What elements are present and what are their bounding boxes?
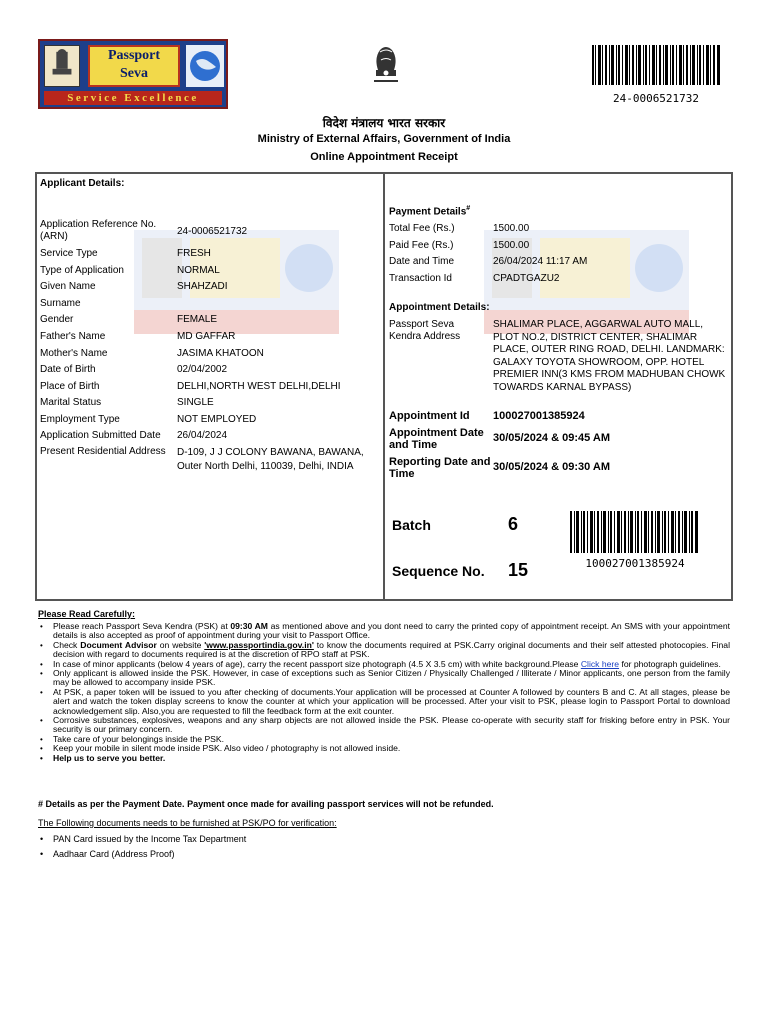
sequence-label: Sequence No.	[392, 563, 485, 579]
value-reporting-datetime: 30/05/2024 & 09:30 AM	[493, 461, 610, 473]
national-emblem-icon	[364, 40, 408, 110]
arn-barcode	[592, 45, 720, 85]
label-appointment-datetime: Appointment Date and Time	[389, 427, 484, 451]
label-transaction-id: Transaction Id	[389, 273, 452, 284]
value-arn: 24-0006521732	[177, 226, 248, 237]
appointment-barcode	[570, 511, 698, 553]
sequence-value: 15	[508, 560, 529, 580]
instructions-list	[38, 622, 730, 763]
label-total-fee: Total Fee (Rs.)	[389, 223, 455, 234]
instruction-item: • Corrosive substances, explosives, weapons and any sharp objects are not allowed inside the PSK. Please co-operate with security staff for frisking before entry in PSK. Your security is our primary concern.	[38, 716, 730, 735]
column-divider	[383, 172, 385, 601]
label-arn: Application Reference No. (ARN)	[40, 219, 157, 242]
value-gender: FEMALE	[177, 314, 218, 325]
value-transaction-id: CPADTGAZU2	[493, 273, 560, 284]
label-dob: Date of Birth	[40, 364, 96, 375]
batch-value: 6	[508, 514, 519, 534]
value-service-type: FRESH	[177, 248, 211, 259]
label-reporting-datetime: Reporting Date and Time	[389, 456, 491, 480]
label-surname: Surname	[40, 298, 81, 309]
value-father-name: MD GAFFAR	[177, 331, 236, 342]
applicant-section-title: Applicant Details:	[40, 178, 125, 189]
document-item: • Aadhaar Card (Address Proof)	[38, 847, 246, 862]
value-dob: 02/04/2002	[177, 364, 228, 375]
batch-label: Batch	[392, 517, 431, 533]
instructions-title: Please Read Carefully:	[38, 609, 136, 619]
instruction-item: • Only applicant is allowed inside the PSK. However, in case of exceptions such as Senior Citizen / Physically Challenged / Illiterate / Minor applicants, one person from the family may be allowed to accompany inside PSK.	[38, 669, 730, 688]
value-paid-fee: 1500.00	[493, 240, 530, 251]
label-given-name: Given Name	[40, 281, 96, 292]
instruction-item: • Check Document Advisor on website 'www.passportindia.gov.in' to know the documents required at PSK.Carry original documents and their self attested photocopies. Final decision with regard to documents required is at the discretion of RPO staff at PSK.	[38, 641, 730, 660]
label-psk-address: Passport Seva Kendra Address	[389, 319, 461, 342]
website-link[interactable]: 'www.passportindia.gov.in'	[204, 639, 314, 650]
documents-title: The Following documents needs to be furnished at PSK/PO for verification:	[38, 818, 337, 828]
instruction-item: • Take care of your belongings inside the PSK.	[38, 735, 730, 744]
receipt-title: Online Appointment Receipt	[310, 151, 458, 163]
logo-tagline: Service Excellence	[44, 91, 222, 105]
watermark-logo-left	[134, 230, 339, 334]
ashoka-emblem-icon	[44, 45, 80, 87]
value-submitted-date: 26/04/2024	[177, 430, 228, 441]
value-employment-type: NOT EMPLOYED	[177, 414, 257, 425]
value-application-type: NORMAL	[177, 265, 220, 276]
document-item: • PAN Card issued by the Income Tax Department	[38, 832, 246, 847]
instruction-item: • In case of minor applicants (below 4 years of age), carry the recent passport size photograph (4.5 X 3.5 cm) with white background.Please Click here for photograph guidelines.	[38, 660, 730, 669]
label-address: Present Residential Address	[40, 446, 166, 457]
appointment-barcode-text: 100027001385924	[585, 557, 685, 570]
value-mother-name: JASIMA KHATOON	[177, 348, 264, 359]
ministry-title: Ministry of External Affairs, Government of India	[257, 133, 511, 145]
label-application-type: Type of Application	[40, 265, 124, 276]
label-mother-name: Mother's Name	[40, 348, 108, 359]
value-payment-date: 26/04/2024 11:17 AM	[493, 256, 588, 267]
globe-icon	[186, 45, 224, 87]
value-marital-status: SINGLE	[177, 397, 214, 408]
label-gender: Gender	[40, 314, 74, 325]
instruction-item: • Help us to serve you better.	[38, 754, 730, 763]
instruction-item: • At PSK, a paper token will be issued to you after checking of documents.Your application will be processed at Counter A followed by counters B and C. At all stages, please be alert and watch the token display screens to know the counter at which your application will be processed. After your visit to PSK, please login to Passport Portal to download acknowledgement slip. Also,you are requested to fill the feedback form at the exit counter.	[38, 688, 730, 716]
label-marital-status: Marital Status	[40, 397, 102, 408]
label-place-of-birth: Place of Birth	[40, 381, 100, 392]
instruction-item: • Keep your mobile in silent mode inside PSK. Also video / photography is not allowed inside.	[38, 744, 730, 753]
refund-note: # Details as per the Payment Date. Payment once made for availing passport services will not be refunded.	[38, 799, 494, 809]
hindi-title: विदेश मंत्रालय भारत सरकार	[322, 116, 446, 130]
value-given-name: SHAHZADI	[177, 281, 228, 292]
appointment-section-title: Appointment Details:	[389, 302, 490, 313]
value-appointment-id: 100027001385924	[493, 410, 585, 422]
arn-barcode-text: 24-0006521732	[612, 92, 700, 105]
documents-list	[38, 832, 246, 862]
label-service-type: Service Type	[40, 248, 98, 259]
label-payment-date: Date and Time	[389, 256, 455, 267]
value-appointment-datetime: 30/05/2024 & 09:45 AM	[493, 432, 610, 444]
click-here-link[interactable]: Click here	[580, 658, 620, 669]
payment-section-title: Payment Details#	[389, 205, 471, 218]
label-father-name: Father's Name	[40, 331, 106, 342]
value-psk-address: SHALIMAR PLACE, AGGARWAL AUTO MALL, PLOT NO.2, DISTRICT CENTER, SHALIMAR PLACE, OUTER RING ROAD, DELHI. LANDMARK: GALAXY TOYOTA SHOWROOM, OPP. HOTEL PREMIER INN(3 KMS FROM MADHUBAN CHOWK TOWARDS KARNAL BYPASS)	[493, 319, 726, 393]
label-paid-fee: Paid Fee (Rs.)	[389, 240, 454, 251]
logo-name: Passport Seva	[88, 45, 180, 87]
passport-seva-logo	[38, 39, 228, 109]
label-submitted-date: Application Submitted Date	[40, 430, 161, 441]
value-total-fee: 1500.00	[493, 223, 530, 234]
value-place-of-birth: DELHI,NORTH WEST DELHI,DELHI	[177, 381, 341, 392]
instruction-item: • Please reach Passport Seva Kendra (PSK) at 09:30 AM as mentioned above and you dont need to carry the printed copy of appointment receipt. An SMS with your appointment details is also accepted as proof of appointment during your visit to Passport Office.	[38, 622, 730, 641]
value-address: D-109, J J COLONY BAWANA, BAWANA, Outer North Delhi, 110039, Delhi, INDIA	[177, 447, 364, 472]
label-appointment-id: Appointment Id	[389, 410, 470, 422]
label-employment-type: Employment Type	[40, 414, 120, 425]
